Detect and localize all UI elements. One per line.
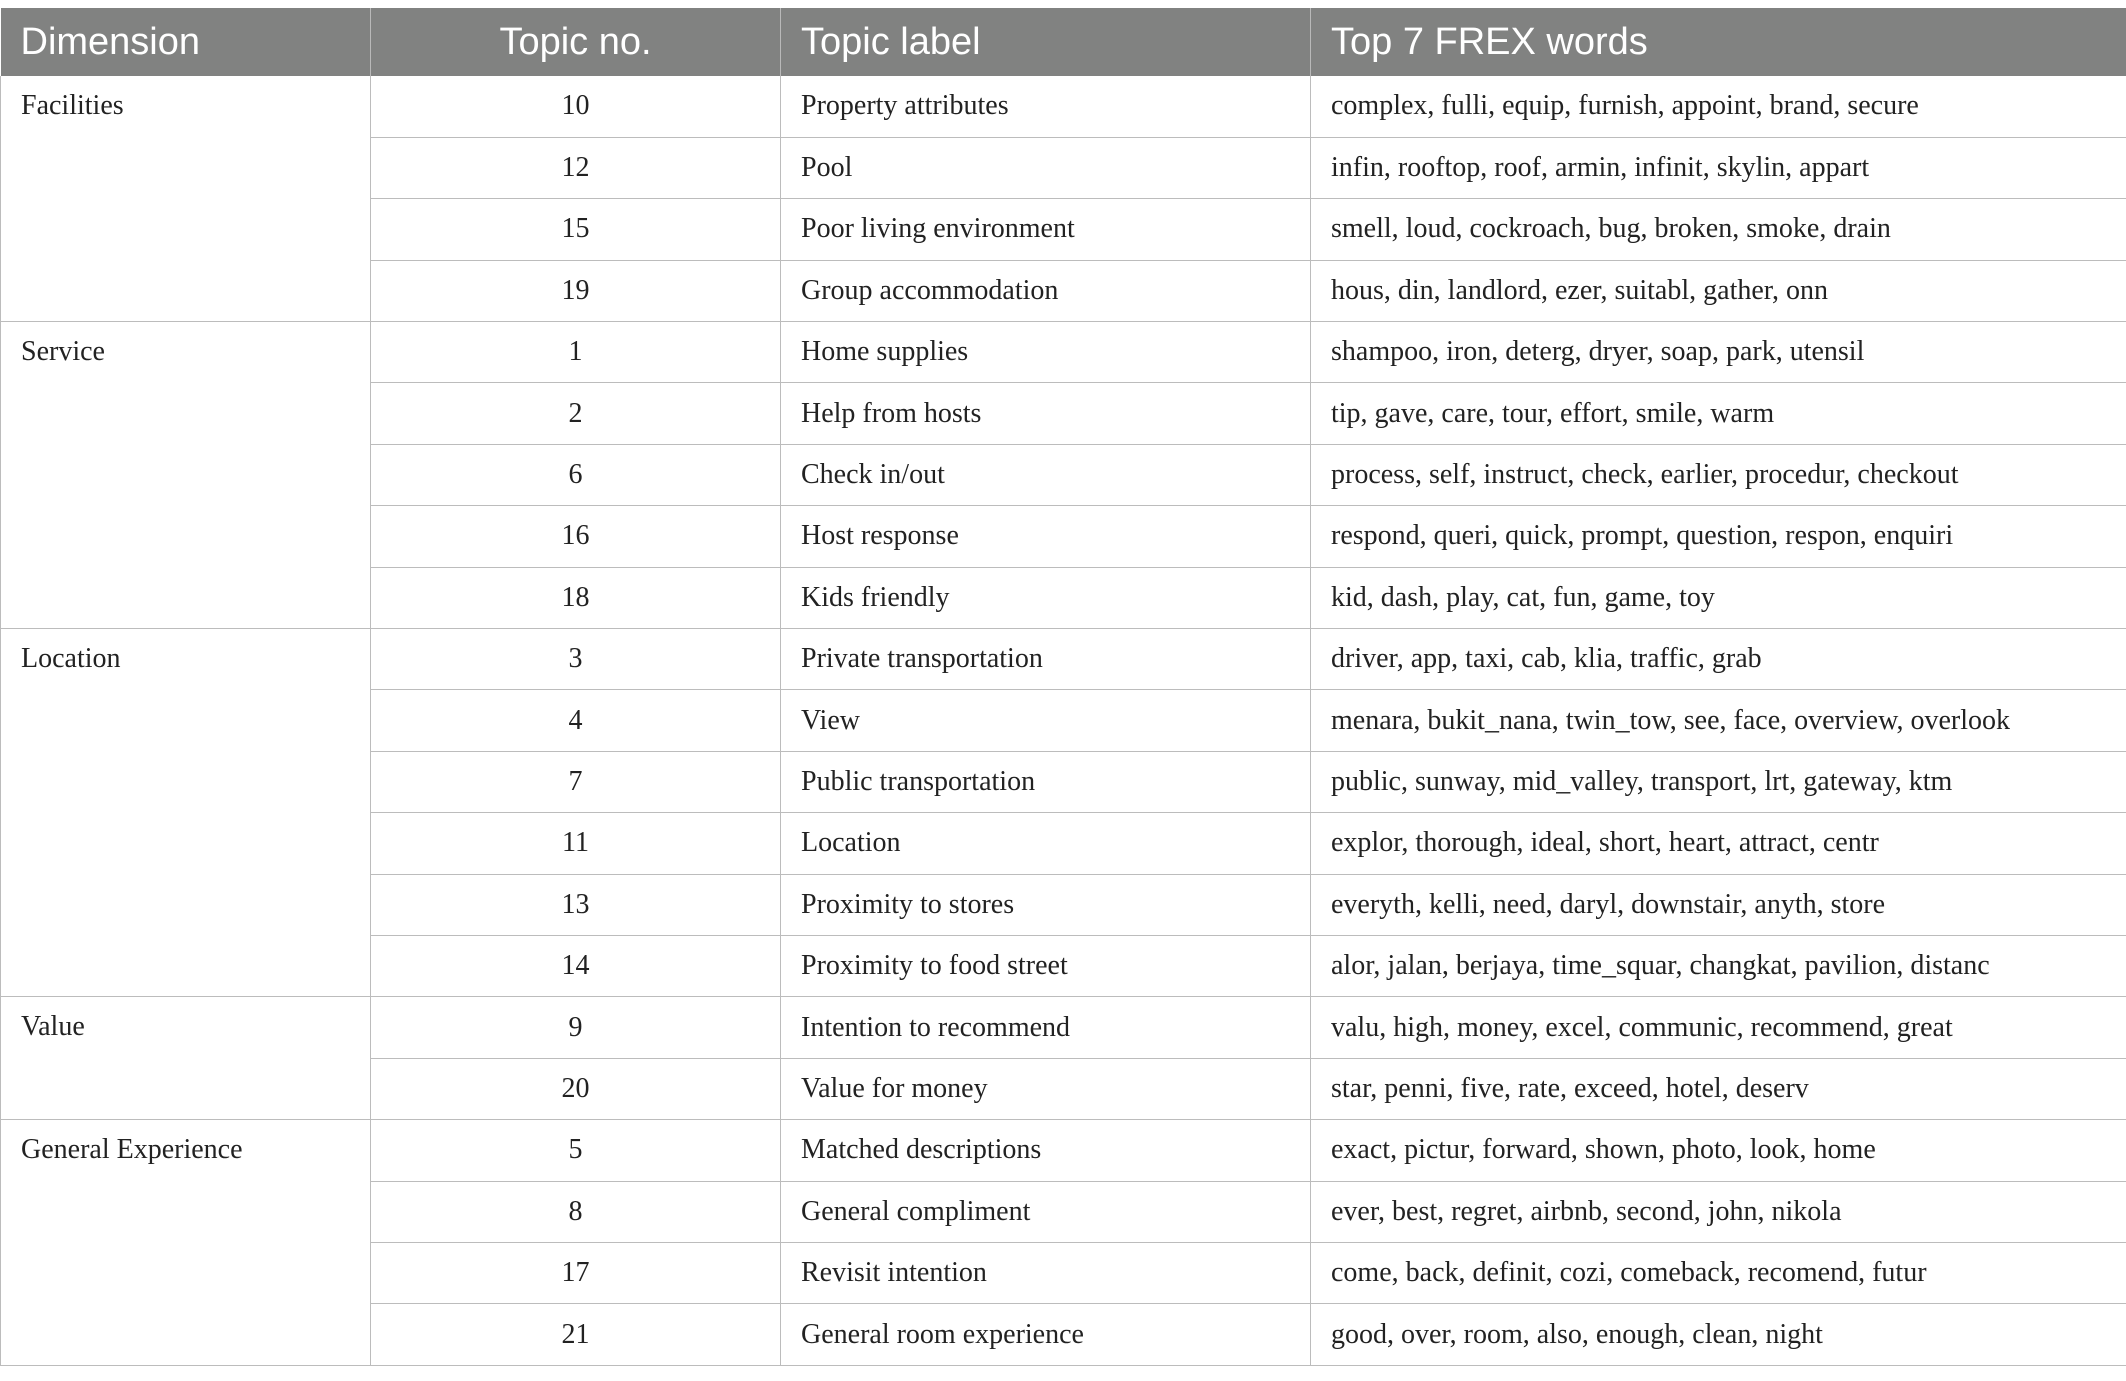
- header-row: [1, 8, 2126, 76]
- topic-no-cell: 3: [371, 629, 781, 690]
- topic-no-cell: 6: [371, 444, 781, 505]
- topic-label-cell: Property attributes: [781, 76, 1311, 137]
- topic-no-cell: 2: [371, 383, 781, 444]
- topic-no-cell: 10: [371, 76, 781, 137]
- topic-label-cell: Kids friendly: [781, 567, 1311, 628]
- topic-no-cell: 16: [371, 506, 781, 567]
- frex-words-cell: process, self, instruct, check, earlier, procedur, checkout: [1311, 444, 2126, 505]
- topic-label-cell: Value for money: [781, 1058, 1311, 1119]
- frex-words-cell: kid, dash, play, cat, fun, game, toy: [1311, 567, 2126, 628]
- header-frex-words: Top 7 FREX words: [1311, 8, 2126, 76]
- dimension-cell: Value: [1, 997, 371, 1120]
- table-row: [1, 322, 2126, 383]
- topic-label-cell: General compliment: [781, 1181, 1311, 1242]
- topic-no-cell: 5: [371, 1120, 781, 1181]
- topic-label-cell: Private transportation: [781, 629, 1311, 690]
- table-row: [1, 997, 2126, 1058]
- frex-words-cell: exact, pictur, forward, shown, photo, look, home: [1311, 1120, 2126, 1181]
- topic-no-cell: 17: [371, 1242, 781, 1303]
- table-header: [1, 8, 2126, 76]
- topic-label-cell: Poor living environment: [781, 199, 1311, 260]
- frex-words-cell: respond, queri, quick, prompt, question, respon, enquiri: [1311, 506, 2126, 567]
- topic-no-cell: 9: [371, 997, 781, 1058]
- frex-words-cell: hous, din, landlord, ezer, suitabl, gather, onn: [1311, 260, 2126, 321]
- topic-table-container: [0, 8, 2126, 1366]
- topic-label-cell: View: [781, 690, 1311, 751]
- topic-table: [0, 8, 2126, 1366]
- dimension-cell: Facilities: [1, 76, 371, 322]
- table-row: [1, 629, 2126, 690]
- dimension-cell: Service: [1, 322, 371, 629]
- topic-no-cell: 13: [371, 874, 781, 935]
- topic-no-cell: 12: [371, 137, 781, 198]
- dimension-cell: Location: [1, 629, 371, 997]
- frex-words-cell: menara, bukit_nana, twin_tow, see, face, overview, overlook: [1311, 690, 2126, 751]
- topic-no-cell: 21: [371, 1304, 781, 1365]
- topic-label-cell: Help from hosts: [781, 383, 1311, 444]
- frex-words-cell: everyth, kelli, need, daryl, downstair, anyth, store: [1311, 874, 2126, 935]
- topic-label-cell: Proximity to stores: [781, 874, 1311, 935]
- frex-words-cell: driver, app, taxi, cab, klia, traffic, grab: [1311, 629, 2126, 690]
- frex-words-cell: smell, loud, cockroach, bug, broken, smoke, drain: [1311, 199, 2126, 260]
- frex-words-cell: valu, high, money, excel, communic, recommend, great: [1311, 997, 2126, 1058]
- frex-words-cell: come, back, definit, cozi, comeback, recomend, futur: [1311, 1242, 2126, 1303]
- topic-no-cell: 15: [371, 199, 781, 260]
- topic-label-cell: Group accommodation: [781, 260, 1311, 321]
- topic-label-cell: Revisit intention: [781, 1242, 1311, 1303]
- table-row: [1, 1120, 2126, 1181]
- topic-no-cell: 18: [371, 567, 781, 628]
- topic-label-cell: Proximity to food street: [781, 935, 1311, 996]
- dimension-cell: General Experience: [1, 1120, 371, 1366]
- header-topic-no: Topic no.: [371, 8, 781, 76]
- frex-words-cell: ever, best, regret, airbnb, second, john, nikola: [1311, 1181, 2126, 1242]
- topic-no-cell: 1: [371, 322, 781, 383]
- table-row: [1, 76, 2126, 137]
- topic-label-cell: Intention to recommend: [781, 997, 1311, 1058]
- topic-label-cell: Matched descriptions: [781, 1120, 1311, 1181]
- topic-no-cell: 4: [371, 690, 781, 751]
- frex-words-cell: explor, thorough, ideal, short, heart, attract, centr: [1311, 813, 2126, 874]
- frex-words-cell: star, penni, five, rate, exceed, hotel, deserv: [1311, 1058, 2126, 1119]
- topic-no-cell: 19: [371, 260, 781, 321]
- topic-label-cell: Location: [781, 813, 1311, 874]
- header-topic-label: Topic label: [781, 8, 1311, 76]
- topic-label-cell: Check in/out: [781, 444, 1311, 505]
- topic-label-cell: Pool: [781, 137, 1311, 198]
- topic-label-cell: Host response: [781, 506, 1311, 567]
- frex-words-cell: public, sunway, mid_valley, transport, lrt, gateway, ktm: [1311, 751, 2126, 812]
- topic-no-cell: 20: [371, 1058, 781, 1119]
- topic-label-cell: Home supplies: [781, 322, 1311, 383]
- topic-no-cell: 7: [371, 751, 781, 812]
- frex-words-cell: shampoo, iron, deterg, dryer, soap, park, utensil: [1311, 322, 2126, 383]
- header-dimension: Dimension: [1, 8, 371, 76]
- frex-words-cell: infin, rooftop, roof, armin, infinit, skylin, appart: [1311, 137, 2126, 198]
- frex-words-cell: tip, gave, care, tour, effort, smile, warm: [1311, 383, 2126, 444]
- topic-label-cell: General room experience: [781, 1304, 1311, 1365]
- topic-no-cell: 8: [371, 1181, 781, 1242]
- topic-label-cell: Public transportation: [781, 751, 1311, 812]
- topic-no-cell: 11: [371, 813, 781, 874]
- topic-no-cell: 14: [371, 935, 781, 996]
- frex-words-cell: good, over, room, also, enough, clean, night: [1311, 1304, 2126, 1365]
- table-body: [1, 76, 2126, 1365]
- frex-words-cell: complex, fulli, equip, furnish, appoint, brand, secure: [1311, 76, 2126, 137]
- frex-words-cell: alor, jalan, berjaya, time_squar, changkat, pavilion, distanc: [1311, 935, 2126, 996]
